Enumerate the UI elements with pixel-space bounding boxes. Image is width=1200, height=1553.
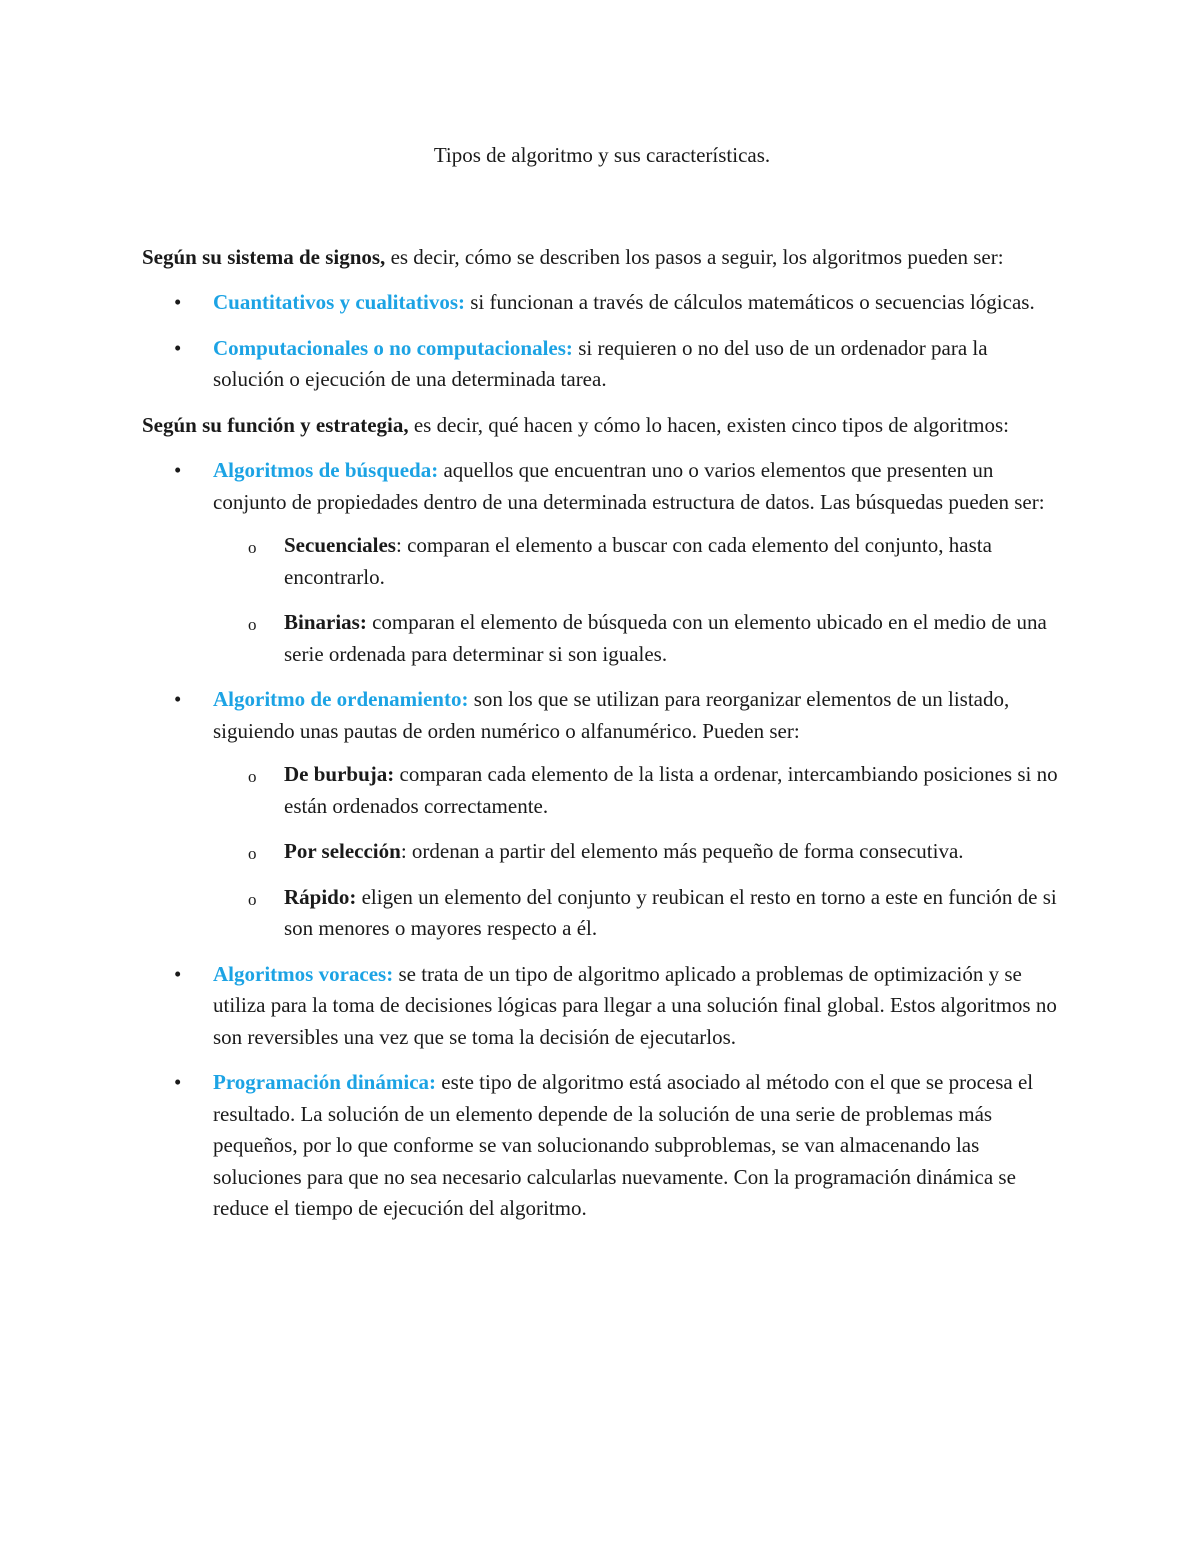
section-2-lead: Según su función y estrategia, — [142, 412, 409, 437]
document-title: Tipos de algoritmo y sus características. — [433, 143, 771, 167]
term-description: son los que se utilizan para reorganizar elementos de un listado, siguiendo unas pautas de orden numérico o alfanumérico. Pueden ser: — [213, 687, 1010, 743]
subterm-description: : comparan el elemento a buscar con cada elemento del conjunto, hasta encontrarlo. — [284, 533, 992, 589]
section-1-lead-rest: es decir, cómo se describen los pasos a seguir, los algoritmos pueden ser: — [385, 244, 1004, 269]
bullet-icon: • — [174, 458, 182, 482]
term-label: Programación dinámica: — [213, 1070, 437, 1094]
bullet-icon: • — [174, 290, 182, 314]
sub-list-item — [213, 836, 1062, 868]
subterm-description: eligen un elemento del conjunto y reubican el resto en torno a este en función de si son menores o mayores respecto a él. — [284, 884, 1057, 940]
subterm-label: Rápido: — [284, 884, 357, 909]
term-label: Computacionales o no computacionales: — [213, 335, 573, 360]
subterm-description: : ordenan a partir del elemento más pequeño de forma consecutiva. — [400, 839, 964, 863]
subterm-label: De burbuja: — [284, 762, 395, 786]
sub-list-item — [213, 759, 1062, 822]
circle-bullet-icon: o — [248, 538, 257, 557]
sub-list-item — [213, 530, 1062, 593]
subterm-description: comparan el elemento de búsqueda con un elemento ubicado en el medio de una serie ordenada para determinar si son iguales. — [284, 610, 1047, 666]
circle-bullet-icon: o — [248, 889, 257, 909]
list-item — [142, 1067, 1062, 1225]
circle-bullet-icon: o — [248, 767, 257, 786]
section-1-list — [142, 287, 1062, 396]
list-item — [142, 959, 1062, 1054]
sub-list-item — [213, 607, 1062, 670]
term-label: Algoritmo de ordenamiento: — [213, 687, 469, 711]
sub-list-item — [213, 882, 1062, 945]
search-types-list — [213, 530, 1062, 670]
section-1-lead: Según su sistema de signos, — [142, 244, 386, 269]
bullet-icon: • — [174, 687, 182, 711]
list-item — [142, 684, 1062, 945]
term-description: este tipo de algoritmo está asociado al método con el que se procesa el resultado. La solución de un elemento depende de la solución de una serie de problemas más pequeños, por lo que conforme se van solucionando subproblemas, se van almacenando las soluciones para que no sea necesario calcularlas nuevamente. Con la programación dinámica se reduce el tiempo de ejecución del algoritmo. — [213, 1070, 1034, 1220]
term-label: Algoritmos de búsqueda: — [213, 458, 439, 482]
circle-bullet-icon: o — [248, 615, 257, 634]
term-description: si requieren o no del uso de un ordenador para la solución o ejecución de una determinada tarea. — [213, 335, 988, 391]
bullet-icon: • — [174, 1070, 182, 1094]
subterm-description: comparan cada elemento de la lista a ordenar, intercambiando posiciones si no están ordenados correctamente. — [284, 762, 1058, 818]
section-2-lead-rest: es decir, qué hacen y cómo lo hacen, existen cinco tipos de algoritmos: — [408, 412, 1009, 437]
term-description: se trata de un tipo de algoritmo aplicado a problemas de optimización y se utiliza para la toma de decisiones lógicas para llegar a una solución final global. Estos algoritmos no son reversibles una vez que se toma la decisión de ejecutarlos. — [213, 961, 1057, 1049]
subterm-label: Binarias: — [284, 610, 367, 634]
list-item — [142, 287, 1062, 319]
document-page — [142, 140, 1062, 1239]
subterm-label: Por selección — [284, 839, 401, 863]
term-description: aquellos que encuentran uno o varios elementos que presenten un conjunto de propiedades dentro de una determinada estructura de datos. Las búsquedas pueden ser: — [213, 458, 1045, 514]
bullet-icon: • — [174, 961, 182, 986]
circle-bullet-icon: o — [248, 844, 257, 863]
section-1-intro — [142, 242, 1062, 274]
term-label: Algoritmos voraces: — [213, 961, 394, 986]
list-item — [142, 333, 1062, 396]
sort-types-list — [213, 759, 1062, 945]
bullet-icon: • — [174, 335, 182, 360]
subterm-label: Secuenciales — [284, 533, 396, 557]
term-label: Cuantitativos y cualitativos: — [213, 290, 465, 314]
list-item — [142, 455, 1062, 670]
section-2-list — [142, 455, 1062, 1225]
term-description: si funcionan a través de cálculos matemáticos o secuencias lógicas. — [465, 290, 1035, 314]
section-2-intro — [142, 410, 1062, 442]
